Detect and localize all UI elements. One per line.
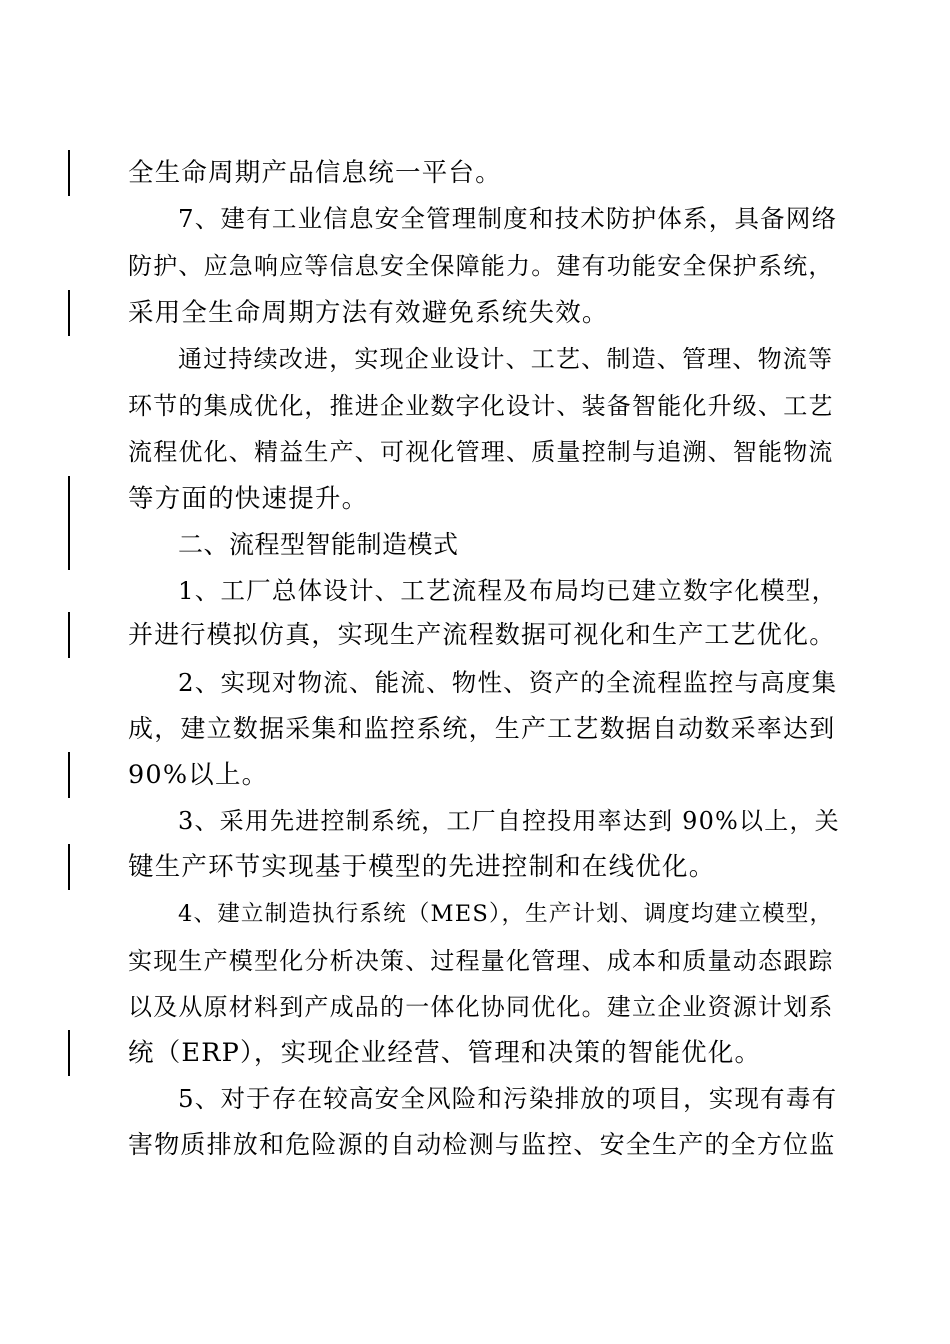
text-line: 1、工厂总体设计、工艺流程及布局均已建立数字化模型， [178, 576, 838, 605]
revision-bar [68, 844, 70, 890]
revision-bar [68, 476, 70, 570]
text-line: 环节的集成优化，推进企业数字化设计、装备智能化升级、工艺 [128, 392, 834, 420]
text-line: 等方面的快速提升。 [128, 484, 369, 514]
text-line: 全生命周期产品信息统一平台。 [128, 158, 502, 188]
revision-bar [68, 612, 70, 658]
text-line: 害物质排放和危险源的自动检测与监控、安全生产的全方位监 [128, 1130, 836, 1159]
revision-bar [68, 290, 70, 336]
text-line: 5、对于存在较高安全风险和污染排放的项目，实现有毒有 [178, 1084, 838, 1113]
text-line: 采用全生命周期方法有效避免系统失效。 [128, 298, 609, 328]
text-line: 2、实现对物流、能流、物性、资产的全流程监控与高度集 [178, 668, 838, 697]
text-line: 3、采用先进控制系统，工厂自控投用率达到 90%以上，关 [178, 807, 840, 835]
revision-bar [68, 752, 70, 798]
text-line: 成，建立数据采集和监控系统，生产工艺数据自动数采率达到 [128, 714, 836, 743]
text-line: 实现生产模型化分析决策、过程量化管理、成本和质量动态跟踪 [128, 947, 834, 975]
text-line: 以及从原材料到产成品的一体化协同优化。建立企业资源计划系 [128, 993, 834, 1021]
text-line: 统（ERP），实现企业经营、管理和决策的智能优化。 [128, 1038, 762, 1068]
text-line: 键生产环节实现基于模型的先进控制和在线优化。 [128, 852, 716, 882]
revision-bar [68, 150, 70, 196]
revision-bar [68, 1030, 70, 1076]
section-heading: 二、流程型智能制造模式 [178, 530, 459, 559]
text-line: 防护、应急响应等信息安全保障能力。建有功能安全保护系统， [128, 252, 834, 280]
text-line: 4、建立制造执行系统（MES），生产计划、调度均建立模型， [178, 901, 834, 927]
text-line: 90%以上。 [128, 760, 269, 790]
text-line: 通过持续改进，实现企业设计、工艺、制造、管理、物流等 [178, 345, 834, 373]
text-line: 流程优化、精益生产、可视化管理、质量控制与追溯、智能物流 [128, 438, 834, 466]
text-line: 7、建有工业信息安全管理制度和技术防护体系，具备网络 [178, 204, 838, 233]
text-line: 并进行模拟仿真，实现生产流程数据可视化和生产工艺优化。 [128, 620, 836, 649]
